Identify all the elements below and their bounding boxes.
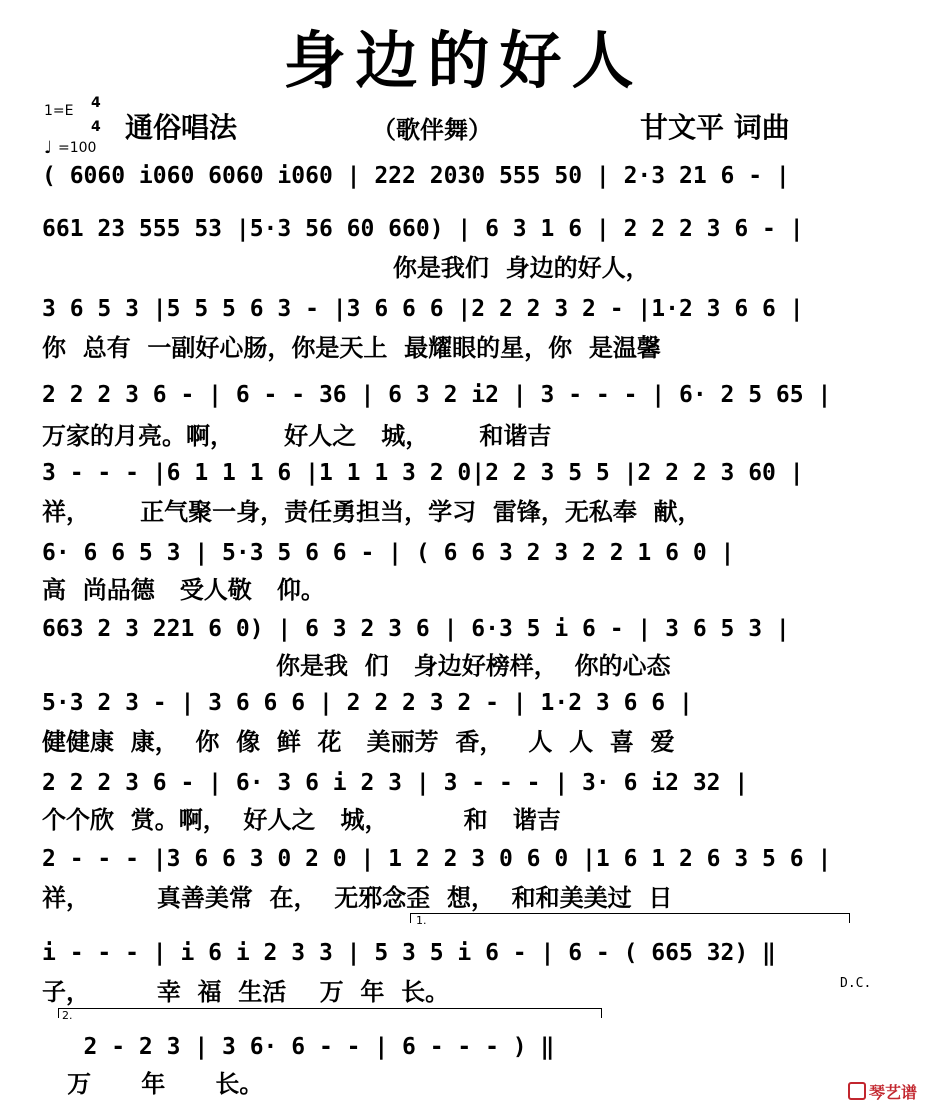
song-title: 身边的好人	[283, 24, 644, 97]
tempo-marking: =100	[58, 140, 97, 156]
time-signature-top: 4	[91, 95, 101, 111]
notation-row-7: 663 2 3 221 6 0) | 6 3 2 3 6 | 6·3 5 i 6 - | 3 6 5 3 |	[42, 616, 790, 642]
volta-1-bracket	[410, 913, 850, 914]
notation-row-6: 6· 6 6 5 3 | 5·3 5 6 6 - | ( 6 6 3 2 3 2 2 1 6 0 |	[42, 540, 735, 566]
notation-row-10: 2 - - - |3 6 6 3 0 2 0 | 1 2 2 3 0 6 0 |1 6 1 2 6 3 5 6 |	[42, 846, 832, 872]
lyric-row-12: 万 年 长。	[42, 1070, 264, 1098]
lyric-row-11: 子， 幸 福 生活 万 年 长。	[42, 978, 450, 1006]
watermark-text: 琴艺谱	[869, 1083, 918, 1102]
notation-row-4: 2 2 2 3 6 - | 6 - - 36 | 6 3 2 i2 | 3 - - - | 6· 2 5 65 |	[42, 382, 832, 408]
notation-row-8: 5·3 2 3 - | 3 6 6 6 | 2 2 2 3 2 - | 1·2 3 6 6 |	[42, 690, 693, 716]
lyric-row-7: 你是我 们 身边好榜样， 你的心态	[42, 652, 671, 680]
lyric-row-9: 个个欣 赏。啊， 好人之 城， 和 谐吉	[42, 806, 561, 834]
notation-row-11: i - - - | i 6 i 2 3 3 | 5 3 5 i 6 - | 6 - ( 665 32) ‖	[42, 940, 776, 966]
volta-1-label: 1.	[416, 914, 427, 927]
time-signature-bottom: 4	[91, 119, 101, 135]
lyric-row-3: 你 总有 一副好心肠，你是天上 最耀眼的星，你 是温馨	[42, 334, 661, 362]
watermark-logo-icon	[848, 1082, 866, 1100]
notation-row-12: 2 - 2 3 | 3 6· 6 - - | 6 - - - ) ‖	[42, 1034, 555, 1060]
lyric-row-8: 健健康 康， 你 像 鲜 花 美丽芳 香， 人 人 喜 爱	[42, 728, 675, 756]
singing-style: 通俗唱法	[125, 111, 238, 144]
volta-2-label: 2.	[62, 1009, 73, 1022]
lyric-row-5: 祥， 正气聚一身，责任勇担当，学习 雷锋，无私奉 献，	[42, 498, 702, 526]
author-credit: 甘文平 词曲	[640, 111, 790, 144]
volta-1-bracket-start	[410, 913, 411, 923]
notation-row-3: 3 6 5 3 |5 5 5 6 3 - |3 6 6 6 |2 2 2 3 2 - |1·2 3 6 6 |	[42, 296, 804, 322]
key-signature: 1=E	[44, 103, 74, 119]
quarter-note-icon: ♩	[44, 138, 53, 158]
notation-row-9: 2 2 2 3 6 - | 6· 3 6 i 2 3 | 3 - - - | 3· 6 i2 32 |	[42, 770, 749, 796]
notation-row-1: ( 6060 i060 6060 i060 | 222 2030 555 50 | 2·3 21 6 - |	[42, 163, 790, 189]
site-watermark	[848, 1080, 917, 1103]
volta-2-bracket	[58, 1008, 602, 1009]
da-capo-marking: D.C.	[840, 976, 872, 991]
genre-label: （歌伴舞）	[372, 115, 492, 144]
lyric-row-6: 高 尚品德 受人敬 仰。	[42, 576, 325, 604]
lyric-row-10: 祥， 真善美常 在， 无邪念歪 想， 和和美美过 日	[42, 884, 673, 912]
volta-2-bracket-end	[601, 1008, 602, 1018]
volta-1-bracket-end	[849, 913, 850, 923]
lyric-row-2: 你是我们 身边的好人，	[42, 254, 650, 282]
notation-row-2: 661 23 555 53 |5·3 56 60 660) | 6 3 1 6 | 2 2 2 3 6 - |	[42, 216, 804, 242]
volta-2-bracket-start	[58, 1008, 59, 1018]
notation-row-5: 3 - - - |6 1 1 1 6 |1 1 1 3 2 0|2 2 3 5 5 |2 2 2 3 60 |	[42, 460, 804, 486]
lyric-row-4: 万家的月亮。啊， 好人之 城， 和谐吉	[42, 422, 552, 450]
